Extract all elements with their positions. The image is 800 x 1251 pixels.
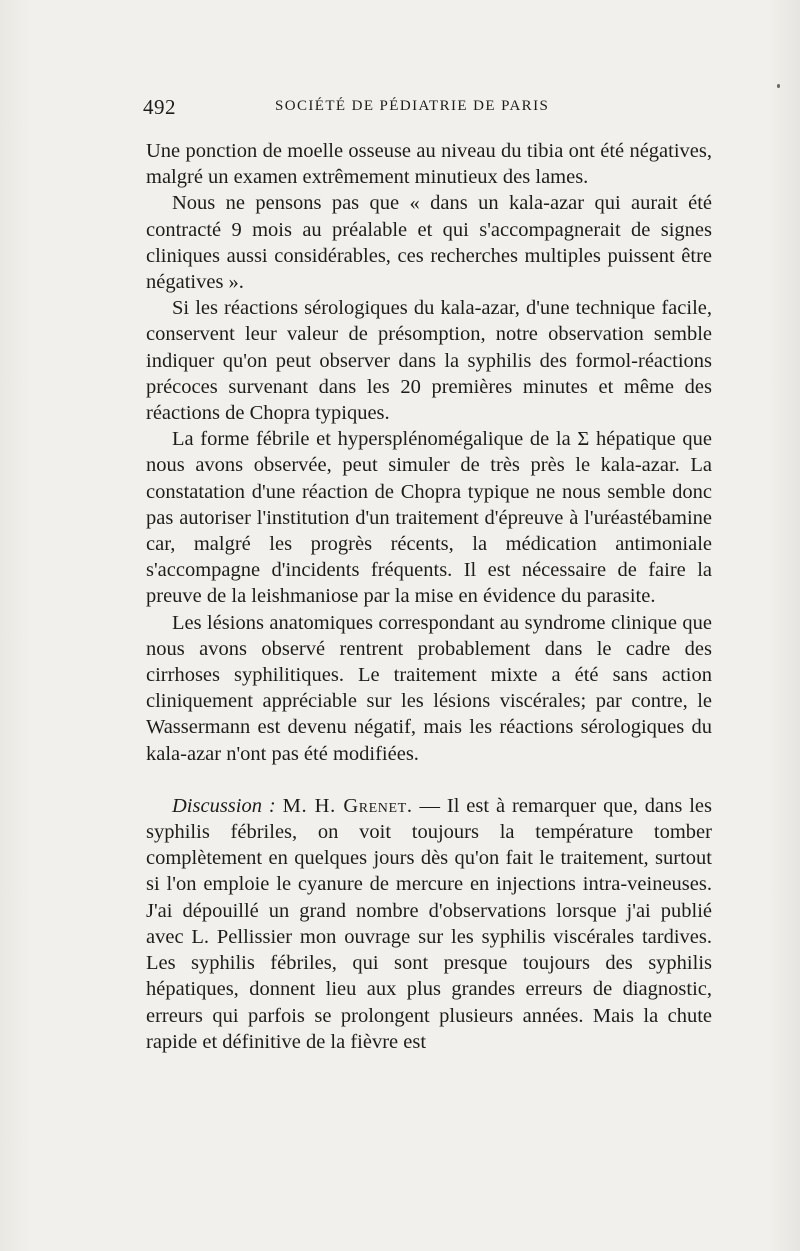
discussion-text: — Il est à remarquer que, dans les syphilis fébriles, on voit toujours la température tomber complètement en quelques jours dès qu'on fait le traitement, surtout si l'on emploie le cyanure de mercure en injections intra-veineuses. J'ai dépouillé un grand nombre d'observations lorsque j'ai publié avec L. Pellissier mon ouvrage sur les syphilis viscérales tardives. Les syphilis fébriles, qui sont presque toujours des syphilis hépatiques, donnent lieu aux plus grandes erreurs de diagnostic, erreurs qui parfois se prolongent plusieurs années. Mais la chute rapide et définitive de la fièvre est bbox=[146, 794, 712, 1053]
page-number: 492 bbox=[143, 95, 176, 119]
paper-speck bbox=[777, 84, 780, 88]
running-head: SOCIÉTÉ DE PÉDIATRIE DE PARIS bbox=[275, 98, 550, 114]
page-header bbox=[143, 95, 713, 121]
paragraph-3: Si les réactions sérologiques du kala-azar, d'une technique facile, conservent leur valeur de présomption, notre observation semble indiquer qu'on peut observer dans la syphilis des formol-réactions précoces survenant dans les 20 premières minutes et même des réactions de Chopra typiques. bbox=[146, 297, 712, 425]
discussion-speaker: M. H. Grenet. bbox=[282, 794, 413, 817]
paragraph-1: Une ponction de moelle osseuse au niveau du tibia ont été négatives, malgré un examen extrêmement minutieux des lames. bbox=[146, 140, 712, 189]
paragraph-4: La forme fébrile et hypersplénomégalique de la Σ hépatique que nous avons observée, peut simuler de très près le kala-azar. La constatation d'une réaction de Chopra typique ne nous semble donc pas autoriser l'institution d'un traitement d'épreuve à l'uréastébamine car, malgré les progrès récents, la médication antimoniale s'accompagne d'incidents fréquents. Il est nécessaire de faire la preuve de la leishmaniose par la mise en évidence du parasite. bbox=[146, 428, 712, 608]
discussion-paragraph bbox=[146, 793, 712, 1055]
discussion-label: Discussion : bbox=[172, 794, 276, 817]
paragraph-5: Les lésions anatomiques correspondant au syndrome clinique que nous avons observé rentrent probablement dans le cadre des cirrhoses syphilitiques. Le traitement mixte a été sans action cliniquement appréciable sur les lésions viscérales; par contre, le Wassermann est devenu négatif, mais les réactions sérologiques du kala-azar n'ont pas été modifiées. bbox=[146, 611, 712, 765]
paragraph-2: Nous ne pensons pas que « dans un kala-azar qui aurait été contracté 9 mois au préalable et qui s'accompagnerait de signes cliniques aussi considérables, ces recherches multiples puissent être négatives ». bbox=[146, 192, 712, 294]
body-text bbox=[146, 138, 712, 1055]
